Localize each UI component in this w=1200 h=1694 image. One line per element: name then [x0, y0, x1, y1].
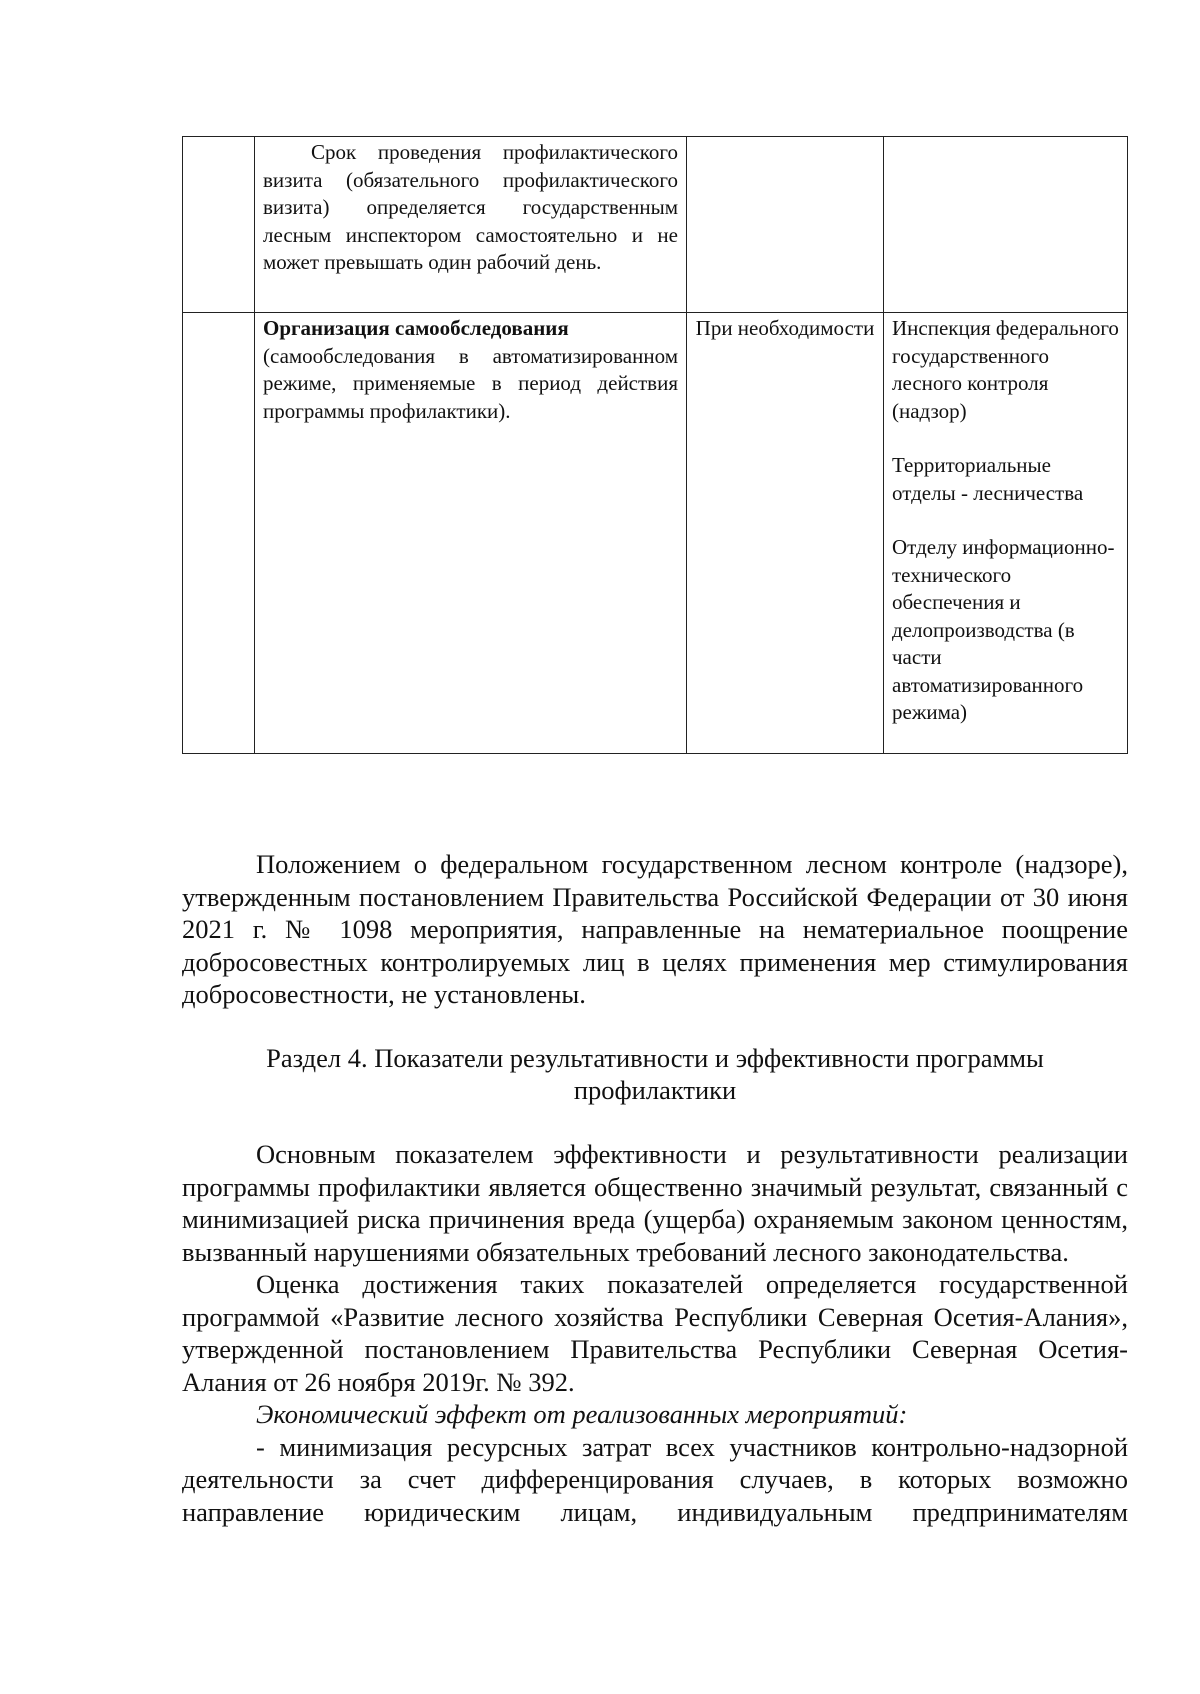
- table-cell-number: [183, 313, 255, 754]
- table-cell-responsible: [884, 313, 1128, 754]
- section-heading-text: Раздел 4. Показатели результативности и эффективности программы профилактики: [266, 1043, 1044, 1105]
- table-cell-period: [687, 313, 884, 754]
- self-inspection-title: Организация самообследования: [263, 316, 569, 340]
- indicators-block: [182, 1138, 1128, 1528]
- economic-effect-item: - минимизация ресурсных затрат всех участников контрольно-надзорной деятельности за счет дифференцирования случаев, в которых возможно направление юридическим лицам, индивидуальным предпринимателям: [182, 1431, 1128, 1527]
- responsible-it-department: Отделу информационно-технического обеспечения и делопроизводства (в части автоматизированного режима): [892, 535, 1115, 724]
- period-text: При необходимости: [695, 316, 875, 340]
- main-indicator-paragraph: Основным показателем эффективности и результативности реализации программы профилактики является общественно значимый результат, связанный с минимизацией риска причинения вреда (ущерба) охраняемым законом ценностям, вызванный нарушениями обязательных требований лесного законодательства.: [182, 1139, 1128, 1267]
- table-cell-responsible: [884, 137, 1128, 313]
- incentives-paragraph: Положением о федеральном государственном лесном контроле (надзоре), утвержденным постановлением Правительства Российской Федерации от 30 июня 2021 г. № 1098 мероприятия, направленные на нематериальное поощрение добросовестных контролируемых лиц в целях применения мер стимулирования добросовестности, не установлены.: [182, 849, 1128, 1009]
- responsible-inspection: Инспекция федерального государственного лесного контроля (надзор): [892, 316, 1119, 423]
- responsible-territorial: Территориальные отделы - лесничества: [892, 453, 1084, 505]
- visit-duration-text: Срок проведения профилактического визита (обязательного профилактического визита) определяется государственным лесным инспектором самостоятельно и не может превышать один рабочий день.: [263, 140, 678, 274]
- self-inspection-description: (самообследования в автоматизированном режиме, применяемые в период действия программы профилактики).: [263, 343, 678, 423]
- incentives-paragraph-block: [182, 848, 1128, 1011]
- table-row: [183, 137, 1128, 313]
- table-cell-description: [255, 313, 687, 754]
- section-heading: [182, 1042, 1128, 1106]
- measures-table: [182, 136, 1128, 754]
- table-cell-number: [183, 137, 255, 313]
- table-row: [183, 313, 1128, 754]
- economic-effect-heading: Экономический эффект от реализованных мероприятий:: [256, 1399, 908, 1429]
- table-cell-description: [255, 137, 687, 313]
- assessment-paragraph: Оценка достижения таких показателей определяется государственной программой «Развитие лесного хозяйства Республики Северная Осетия-Алания», утвержденной постановлением Правительства Республики Северная Осетия-Алания от 26 ноября 2019г. № 392.: [182, 1269, 1128, 1397]
- table-cell-period: [687, 137, 884, 313]
